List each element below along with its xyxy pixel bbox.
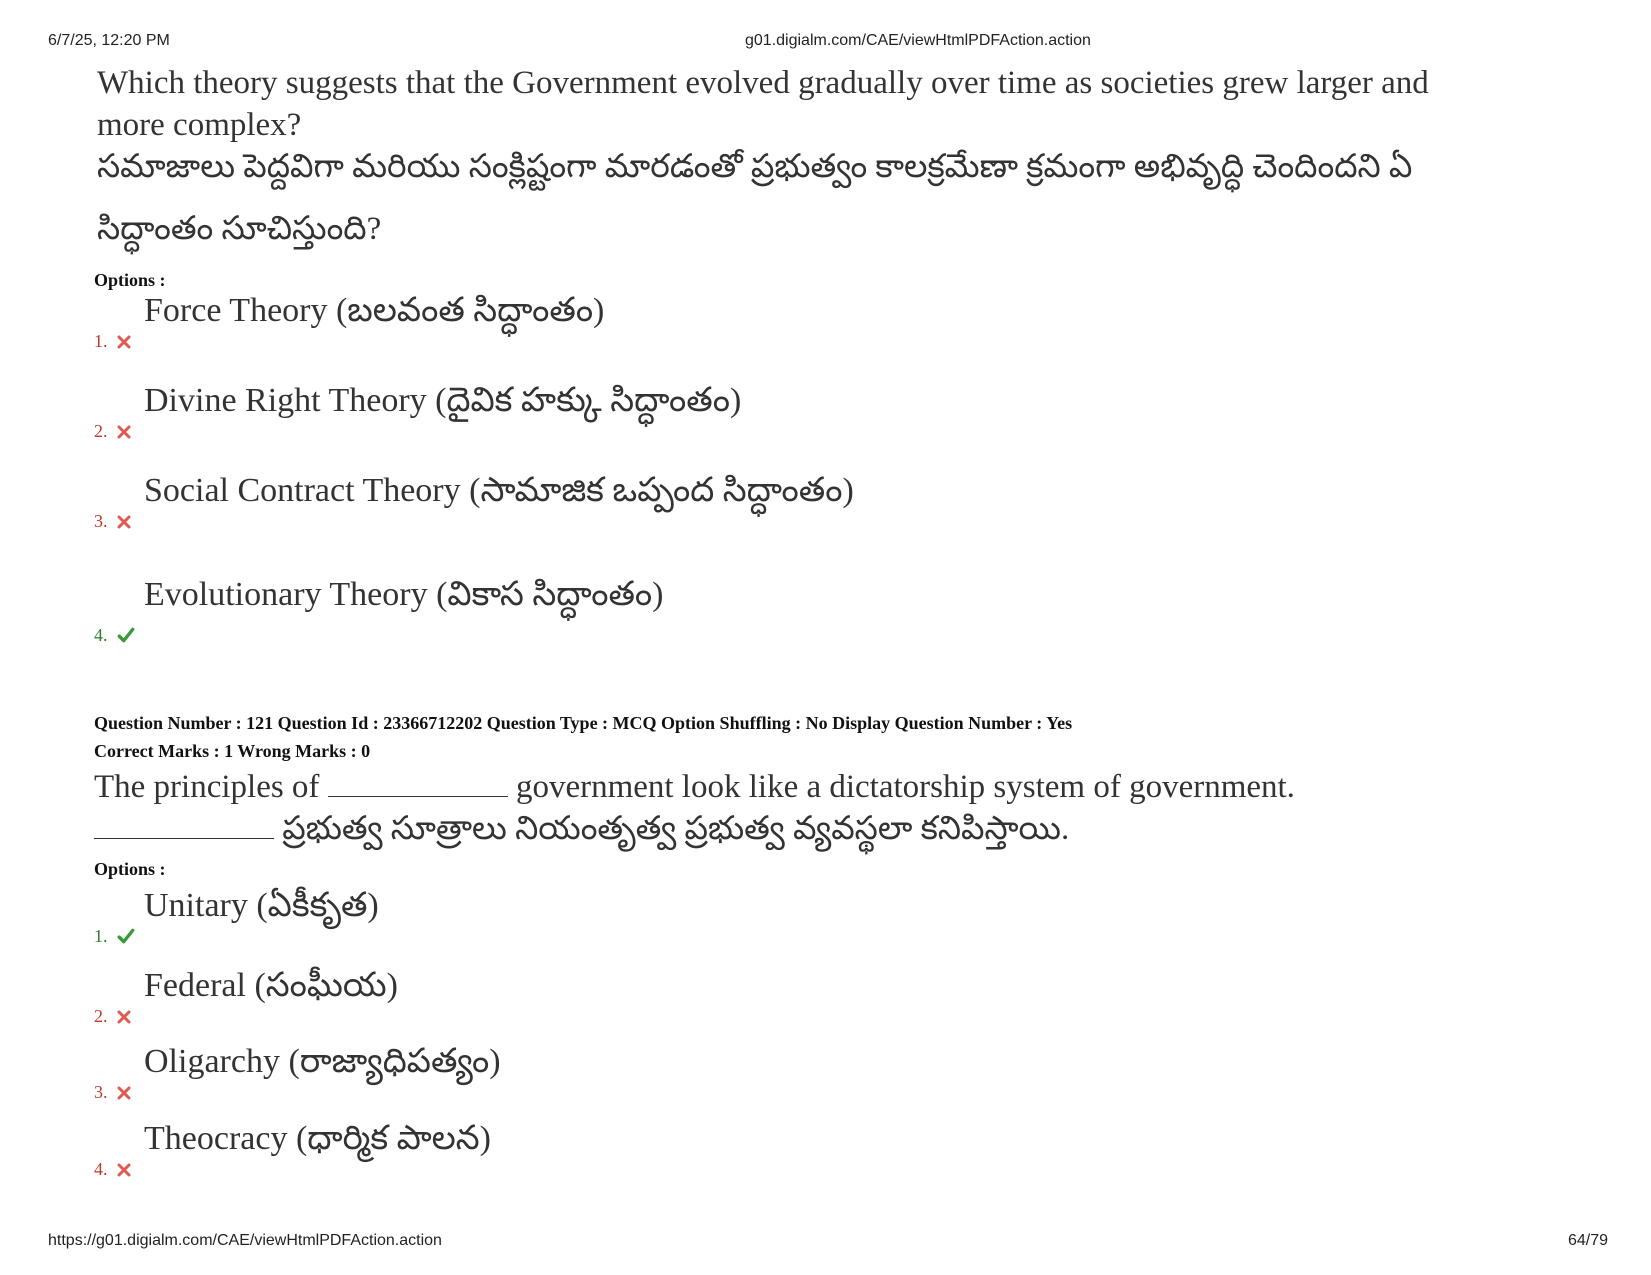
option-number: 4.	[94, 625, 108, 645]
fill-in-blank	[328, 795, 508, 797]
footer-url-link[interactable]: https://g01.digialm.com/CAE/viewHtmlPDFAction.action	[48, 1232, 442, 1249]
q120-options-label: Options :	[94, 270, 166, 290]
q121-question-en-after: government look like a dictatorship system of government.	[515, 769, 1295, 805]
q121-question-en-before: The principles of	[94, 769, 320, 805]
wrong-cross-icon	[116, 1162, 132, 1178]
q121-meta-line1: Question Number : 121 Question Id : 23366712202 Question Type : MCQ Option Shuffling : No Display Question Number : Yes	[94, 713, 1073, 733]
option-number: 3.	[94, 511, 108, 531]
q120-question-en-line1: Which theory suggests that the Government evolved gradually over time as societies grew larger and	[97, 65, 1429, 101]
q121-question-en	[94, 766, 1295, 808]
correct-check-icon	[116, 927, 136, 945]
option-number: 2.	[94, 421, 108, 441]
option-text: Unitary (ఏకీకృత)	[144, 887, 379, 924]
q120-question-en-line2: more complex?	[97, 107, 302, 143]
q120-option-1	[94, 292, 994, 352]
q120-option-2	[94, 382, 994, 442]
q121-option-2	[94, 967, 994, 1027]
print-datetime: 6/7/25, 12:20 PM	[48, 32, 170, 49]
option-text: Force Theory (బలవంత సిద్ధాంతం)	[144, 292, 605, 329]
wrong-cross-icon	[116, 334, 132, 350]
option-text: Divine Right Theory (దైవిక హక్కు సిద్ధాంతం)	[144, 382, 742, 419]
q121-question-te	[94, 808, 1069, 850]
option-number: 2.	[94, 1006, 108, 1026]
correct-check-icon	[116, 626, 136, 644]
q121-option-3	[94, 1043, 994, 1103]
option-text: Evolutionary Theory (వికాస సిద్ధాంతం)	[144, 576, 664, 613]
q121-options-label: Options :	[94, 859, 166, 879]
q121-option-1	[94, 887, 994, 947]
wrong-cross-icon	[116, 514, 132, 530]
option-text: Social Contract Theory (సామాజిక ఒప్పంద సిద్ధాంతం)	[144, 472, 854, 509]
page-number: 64/79	[1568, 1232, 1609, 1249]
option-number: 1.	[94, 331, 108, 351]
q120-option-4	[94, 576, 994, 646]
wrong-cross-icon	[116, 1009, 132, 1025]
fill-in-blank	[94, 837, 274, 839]
option-text: Theocracy (ధార్మిక పాలన)	[144, 1120, 491, 1157]
wrong-cross-icon	[116, 1085, 132, 1101]
q120-question-te-line2: సిద్ధాంతం సూచిస్తుంది?	[97, 211, 382, 247]
q120-question-te-line1: సమాజాలు పెద్దవిగా మరియు సంక్లిష్టంగా మారడంతో ప్రభుత్వం కాలక్రమేణా క్రమంగా అభివృద్ధి చెందిందని ఏ	[97, 149, 1413, 185]
option-number: 4.	[94, 1159, 108, 1179]
q121-meta-line2: Correct Marks : 1 Wrong Marks : 0	[94, 741, 371, 761]
option-text: Oligarchy (రాజ్యాధిపత్యం)	[144, 1043, 501, 1080]
option-number: 1.	[94, 926, 108, 946]
print-page-title: g01.digialm.com/CAE/viewHtmlPDFAction.action	[745, 32, 1091, 49]
q121-option-4	[94, 1120, 994, 1180]
wrong-cross-icon	[116, 424, 132, 440]
q121-question-te-after: ప్రభుత్వ సూత్రాలు నియంతృత్వ ప్రభుత్వ వ్యవస్థలా కనిపిస్తాయి.	[282, 811, 1070, 847]
option-text: Federal (సంఘీయ)	[144, 967, 398, 1004]
option-number: 3.	[94, 1082, 108, 1102]
q120-option-3	[94, 472, 994, 532]
